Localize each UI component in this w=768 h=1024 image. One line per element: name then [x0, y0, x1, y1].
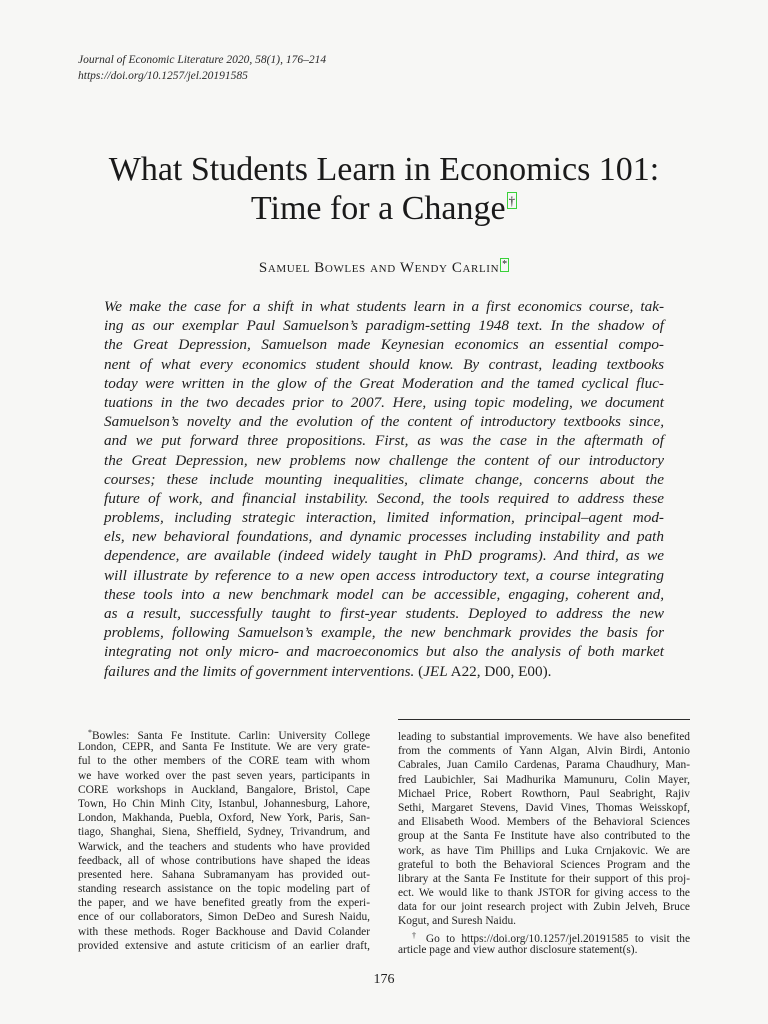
jel-label: JEL	[423, 662, 448, 680]
abstract-line: dependence, are available (indeed widely taught in PhD programs). And third, as we	[104, 547, 664, 565]
abstract-line: ing as our exemplar Paul Samuelson’s paradigm-setting 1948 text. In the shadow of	[104, 317, 664, 335]
abstract-line: courses; these include mounting inequalities, climate change, concerns about the	[104, 470, 664, 488]
footnote-line: Town, Ho Chin Minh City, Istanbul, Johannesburg, Lahore,	[78, 797, 370, 810]
footnote-line: CORE workshops in Auckland, Bangalore, Bristol, Cape	[78, 783, 370, 796]
dagger-footnote-line-2: article page and view author disclosure statement(s).	[398, 943, 638, 956]
footnote-line: ence of our collaborators, Simon DeDeo and Suresh Naidu,	[78, 911, 370, 924]
abstract-line: We make the case for a shift in what students learn in a first economics course, tak-	[104, 298, 664, 315]
footnote-line: standing research assistance on the topic modeling part of	[78, 883, 370, 896]
footnote-line: fred Laubichler, Sai Madhurika Mamunuru, Colin Mayer,	[398, 773, 690, 786]
author-line	[0, 258, 768, 277]
journal-header	[78, 52, 326, 84]
journal-citation: Journal of Economic Literature 2020, 58(1), 176–214	[78, 54, 327, 66]
footnote-line: Warwick, and the teachers and students who have provided	[78, 840, 370, 853]
jel-codes: (JEL A22, D00, E00).	[418, 662, 552, 680]
footnote-line: and Elisabeth Wood. Members of the Behavioral Sciences	[398, 816, 690, 829]
abstract-line: the Great Depression, Samuelson made Keynesian economics an essential compo-	[104, 336, 664, 354]
footnote-line: we have worked over the past seven years, participants in	[78, 769, 370, 782]
footnote-line: tiago, Shanghai, Siena, Sheffield, Sydney, Trivandrum, and	[78, 826, 370, 839]
footnote-line: group at the Santa Fe Institute have also contributed to the	[398, 830, 690, 843]
footnote-line: feedback, all of whose contributions have shaped the ideas	[78, 854, 370, 867]
author-names: Samuel Bowles and Wendy Carlin	[258, 260, 500, 276]
footnote-line: with these methods. Roger Backhouse and David Colander	[78, 925, 370, 938]
abstract-line: will illustrate by reference to a new open access introductory text, a course integrating	[104, 566, 664, 584]
footnote-line: presented here. Sahana Subramanyam has provided out-	[78, 868, 370, 881]
footnote-acknowledgments	[398, 730, 690, 957]
dagger-footnote-line-1	[398, 929, 690, 943]
abstract-line: nent of what every economics student should know. By contrast, leading textbooks	[104, 355, 664, 373]
abstract	[104, 297, 664, 681]
footnote-line: Kogut, and Suresh Naidu.	[398, 915, 517, 928]
footnote-line: library at the Santa Fe Institute for their support of this proj-	[398, 872, 690, 885]
jel-code-list: A22, D00, E00	[450, 662, 543, 680]
footnote-line: Cabrales, Juan Camilo Cardenas, Parama Chaudhury, Man-	[398, 759, 690, 772]
dagger-footnote-marker: †	[412, 930, 420, 940]
abstract-line: tuations in the two decades prior to 2007. Here, using topic modeling, we document	[104, 393, 664, 411]
abstract-line: integrating not only micro- and macroeconomics but also the analysis of both market	[104, 643, 664, 661]
footnote-first-line	[78, 726, 370, 740]
abstract-line: els, new behavioral foundations, and dynamic processes including instability and path	[104, 528, 664, 546]
abstract-last-line	[104, 662, 664, 681]
footnote-line: leading to substantial improvements. We have also benefited	[398, 731, 690, 743]
footnote-line: Sethi, Margaret Stevens, David Vines, Thomas Weisskopf,	[398, 801, 690, 814]
footnote-line: the paper, and we have benefited greatly from the experi-	[78, 897, 370, 910]
footnote-star-marker: *	[88, 728, 92, 737]
title-line-1: What Students Learn in Economics 101:	[108, 151, 660, 188]
footnote-line: provided extensive and astute criticism of an earlier draft,	[78, 939, 370, 952]
title-footnote-link[interactable]: †	[508, 193, 516, 208]
footnote-line: data for our joint research project with Zubin Jelveh, Bruce	[398, 901, 690, 914]
footnote-line: London, CEPR, and Santa Fe Institute. We are very grate-	[78, 741, 370, 754]
page-number: 176	[373, 972, 395, 987]
footnote-line: work, as have Tim Phillips and Luka Crnjakovic. We are	[398, 844, 690, 857]
title-line-2	[0, 189, 768, 228]
abstract-line: and we put forward three propositions. First, as was the case in the aftermath of	[104, 432, 664, 450]
journal-doi[interactable]: https://doi.org/10.1257/jel.20191585	[78, 70, 248, 82]
abstract-line: problems, following Samuelson’s example, the new benchmark provides the basis for	[104, 624, 664, 642]
footnote-first-text: Bowles: Santa Fe Institute. Carlin: University College	[92, 730, 370, 742]
abstract-line: problems, including strategic interaction, limited information, principal–agent mod-	[104, 509, 664, 527]
abstract-line: as a result, successfully taught to first-year students. Deployed to address the new	[104, 605, 664, 622]
abstract-line: Samuelson’s novelty and the evolution of the content of introductory textbooks since,	[104, 413, 664, 431]
footnote-line: ful to the other members of the CORE team with whom	[78, 755, 370, 768]
abstract-line: future of work, and financial instability. Second, the tools required to address these	[104, 489, 664, 507]
footnote-line: from the comments of Yann Algan, Alvin Birdi, Antonio	[398, 745, 690, 758]
footnote-author-affiliations	[78, 726, 370, 953]
article-title	[0, 150, 768, 228]
author-footnote-link[interactable]: *	[502, 259, 508, 270]
abstract-line: the Great Depression, new problems now challenge the content of our introductory	[104, 451, 664, 469]
abstract-line: these tools into a new benchmark model can be accessible, engaging, coherent and,	[104, 585, 664, 603]
dagger-footnote-text[interactable]: Go to https://doi.org/10.1257/jel.20191585 to visit the	[425, 932, 690, 945]
footnote-line: London, Makhanda, Puebla, Oxford, New York, Paris, San-	[78, 812, 370, 825]
abstract-line: today were written in the glow of the Great Moderation and the tamed cyclical fluc-	[104, 374, 664, 392]
footnote-line: ect. We would like to thank JSTOR for giving access to the	[398, 887, 690, 900]
footnote-line: grateful to both the Behavioral Sciences Program and the	[398, 858, 690, 871]
footnote-line: Michael Price, Robert Rowthorn, Paul Seabright, Rajiv	[398, 787, 690, 800]
abstract-last-text: failures and the limits of government interventions.	[104, 662, 415, 680]
title-line-2-text: Time for a Change	[250, 190, 506, 227]
footnote-divider	[398, 719, 690, 720]
